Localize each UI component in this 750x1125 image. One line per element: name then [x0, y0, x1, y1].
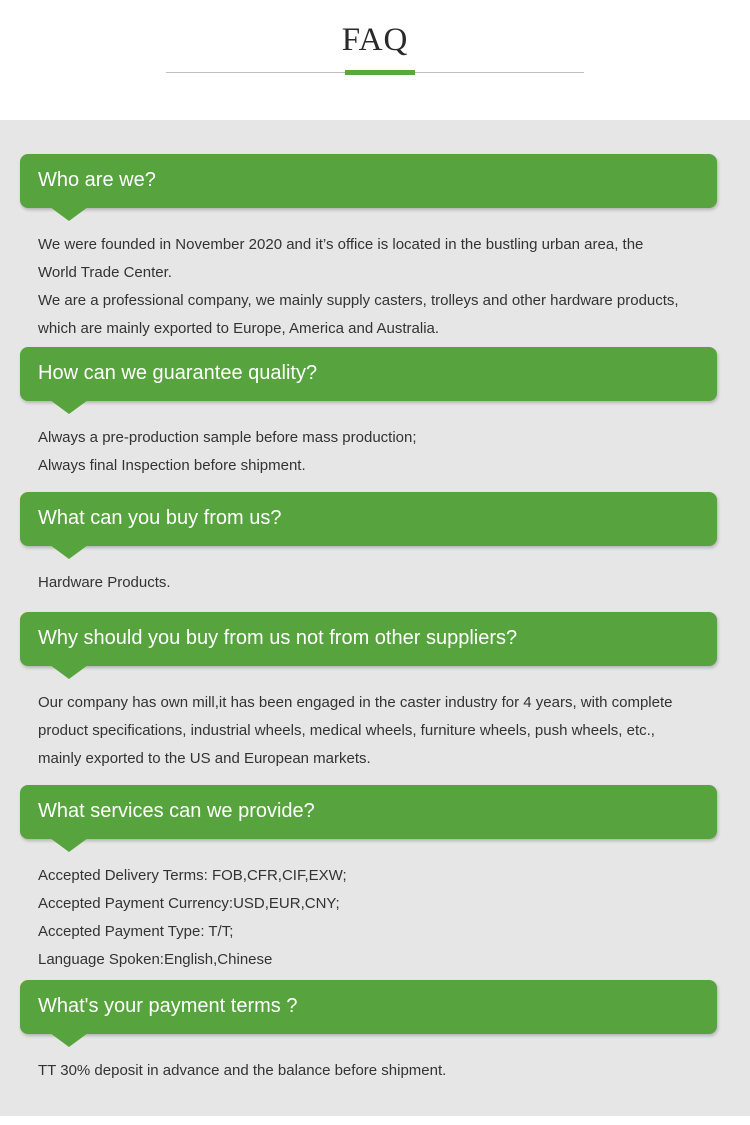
answer-line: World Trade Center.	[38, 264, 172, 281]
faq-answer-payment-terms	[38, 1057, 738, 1085]
page-title: FAQ	[341, 22, 409, 58]
faq-answer-quality	[38, 424, 738, 480]
answer-line: mainly exported to the US and European markets.	[38, 750, 371, 767]
faq-answer-services	[38, 862, 738, 974]
faq-question-services: What services can we provide?	[20, 785, 717, 839]
faq-question-why-us: Why should you buy from us not from other suppliers?	[20, 612, 717, 666]
answer-line: product specifications, industrial wheels, medical wheels, furniture wheels, push wheels, etc.,	[38, 722, 655, 739]
page-header	[0, 0, 750, 120]
answer-line: Accepted Delivery Terms: FOB,CFR,CIF,EXW;	[38, 867, 347, 884]
answer-line: TT 30% deposit in advance and the balance before shipment.	[38, 1062, 447, 1079]
faq-answer-who-are-we	[38, 231, 738, 343]
answer-line: Hardware Products.	[38, 574, 171, 591]
faq-question-what-to-buy: What can you buy from us?	[20, 492, 717, 546]
answer-line: We are a professional company, we mainly supply casters, trolleys and other hardware products,	[38, 292, 679, 309]
answer-line: Accepted Payment Type: T/T;	[38, 923, 234, 940]
answer-line: Our company has own mill,it has been engaged in the caster industry for 4 years, with complete	[38, 694, 673, 711]
faq-answer-what-to-buy	[38, 569, 738, 597]
answer-line: Always final Inspection before shipment.	[38, 457, 306, 474]
answer-line: We were founded in November 2020 and it’s office is located in the bustling urban area, the	[38, 236, 644, 253]
answer-line: which are mainly exported to Europe, America and Australia.	[38, 320, 440, 337]
answer-line: Language Spoken:English,Chinese	[38, 951, 273, 968]
answer-line: Always a pre-production sample before mass production;	[38, 429, 417, 446]
faq-question-who-are-we: Who are we?	[20, 154, 717, 208]
faq-section	[0, 120, 750, 1116]
title-accent-bar	[345, 70, 415, 75]
answer-line: Accepted Payment Currency:USD,EUR,CNY;	[38, 895, 340, 912]
faq-answer-why-us	[38, 689, 738, 773]
faq-question-payment-terms: What's your payment terms ?	[20, 980, 717, 1034]
faq-question-quality: How can we guarantee quality?	[20, 347, 717, 401]
